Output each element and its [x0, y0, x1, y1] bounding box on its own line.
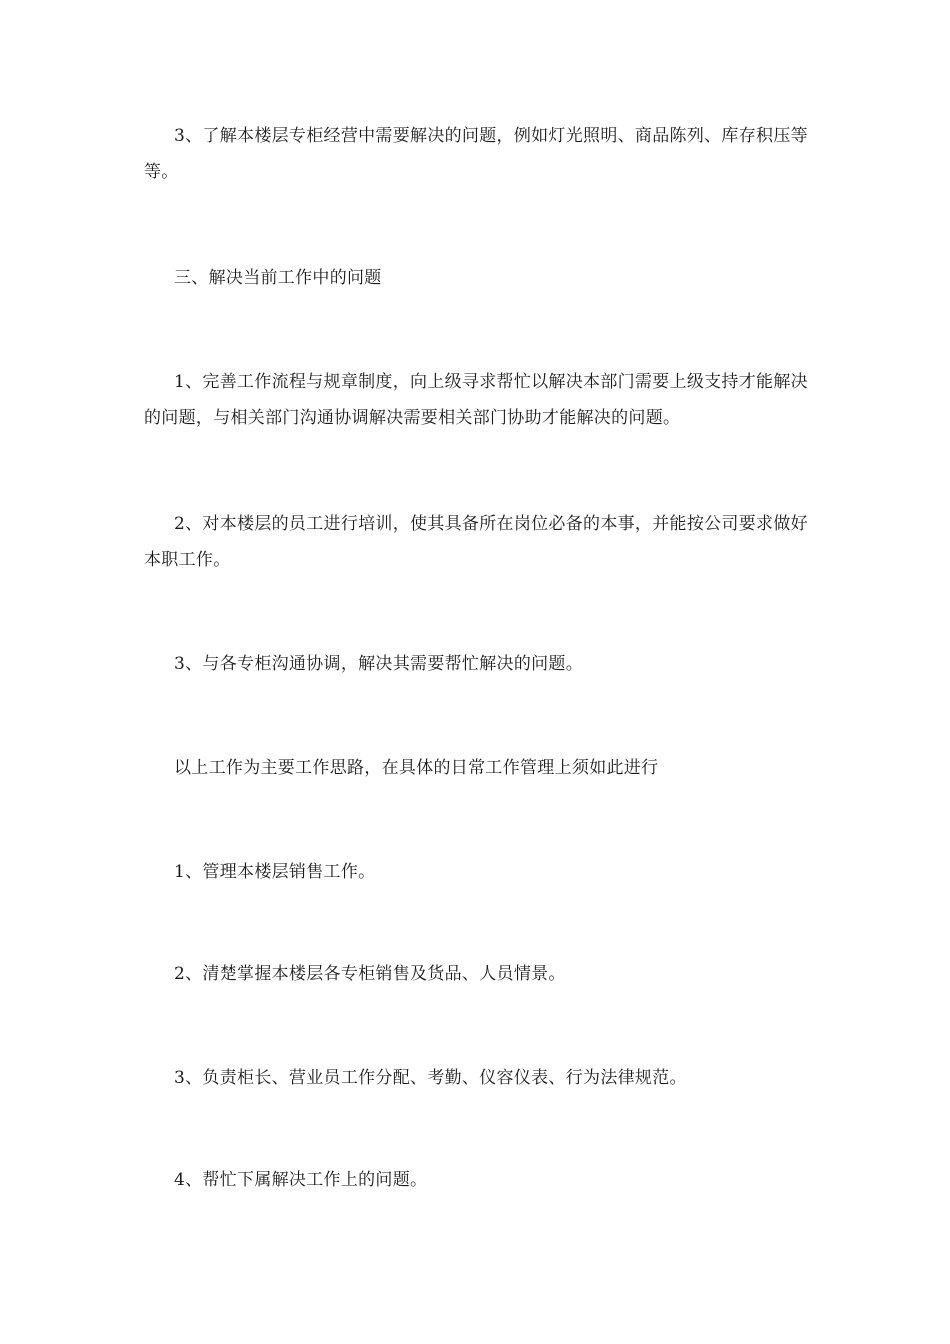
list-item-manage-sales: 1、管理本楼层销售工作。: [174, 862, 376, 882]
paragraph-improve-workflow: 1、完善工作流程与规章制度，向上级寻求帮忙以解决本部门需要上级支持才能解决的问题，与相关部门沟通协调解决需要相关部门协助才能解决的问题。: [144, 372, 808, 428]
list-item-know-situation: 2、清楚掌握本楼层各专柜销售及货品、人员情景。: [174, 964, 566, 984]
paragraph-work-approach: 以上工作为主要工作思路，在具体的日常工作管理上须如此进行: [174, 758, 659, 778]
section-heading-solve-problems: 三、解决当前工作中的问题: [174, 268, 382, 288]
paragraph-understand-issues: 3、了解本楼层专柜经营中需要解决的问题，例如灯光照明、商品陈列、库存积压等等。: [144, 126, 808, 182]
list-item-assign-work: 3、负责柜长、营业员工作分配、考勤、仪容仪表、行为法律规范。: [174, 1068, 687, 1088]
paragraph-communicate-counters: 3、与各专柜沟通协调，解决其需要帮忙解决的问题。: [174, 654, 584, 674]
paragraph-staff-training: 2、对本楼层的员工进行培训，使其具备所在岗位必备的本事，并能按公司要求做好本职工作。: [144, 514, 808, 570]
list-item-help-subordinates: 4、帮忙下属解决工作上的问题。: [174, 1170, 428, 1190]
